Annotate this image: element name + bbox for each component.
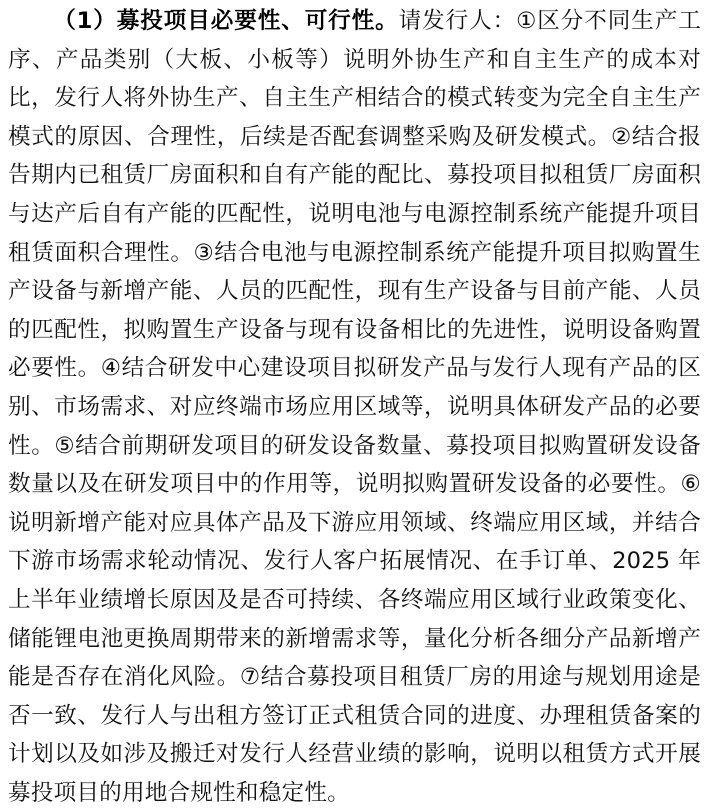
section-heading: （1）募投项目必要性、可行性。 [53, 8, 399, 34]
question-paragraph [8, 2, 701, 812]
section-body: 请发行人：①区分不同生产工序、产品类别（大板、小板等）说明外协生产和自主生产的成本对比，发行人将外协生产、自主生产相结合的模式转变为完全自主生产模式的原因、合理性，后续是否配套调整采购及研发模式。②结合报告期内已租赁厂房面积和自有产能的配比、募投项目拟租赁厂房面积与达产后自有产能的匹配性，说明电池与电源控制系统产能提升项目租赁面积合理性。③结合电池与电源控制系统产能提升项目拟购置生产设备与新增产能、人员的匹配性，现有生产设备与目前产能、人员的匹配性，拟购置生产设备与现有设备相比的先进性，说明设备购置必要性。④结合研发中心建设项目拟研发产品与发行人现有产品的区别、市场需求、对应终端市场应用区域等，说明具体研发产品的必要性。⑤结合前期研发项目的研发设备数量、募投项目拟购置研发设备数量以及在研发项目中的作用等，说明拟购置研发设备的必要性。⑥说明新增产能对应具体产品及下游应用领域、终端应用区域，并结合下游市场需求轮动情况、发行人客户拓展情况、在手订单、2025 年上半年业绩增长原因及是否可持续、各终端应用区域行业政策变化、储能锂电池更换周期带来的新增需求等，量化分析各细分产品新增产能是否存在消化风险。⑦结合募投项目租赁厂房的用途与规划用途是否一致、发行人与出租方签订正式租赁合同的进度、办理租赁备案的计划以及如涉及搬迁对发行人经营业绩的影响，说明以租赁方式开展募投项目的用地合规性和稳定性。 [8, 8, 701, 806]
